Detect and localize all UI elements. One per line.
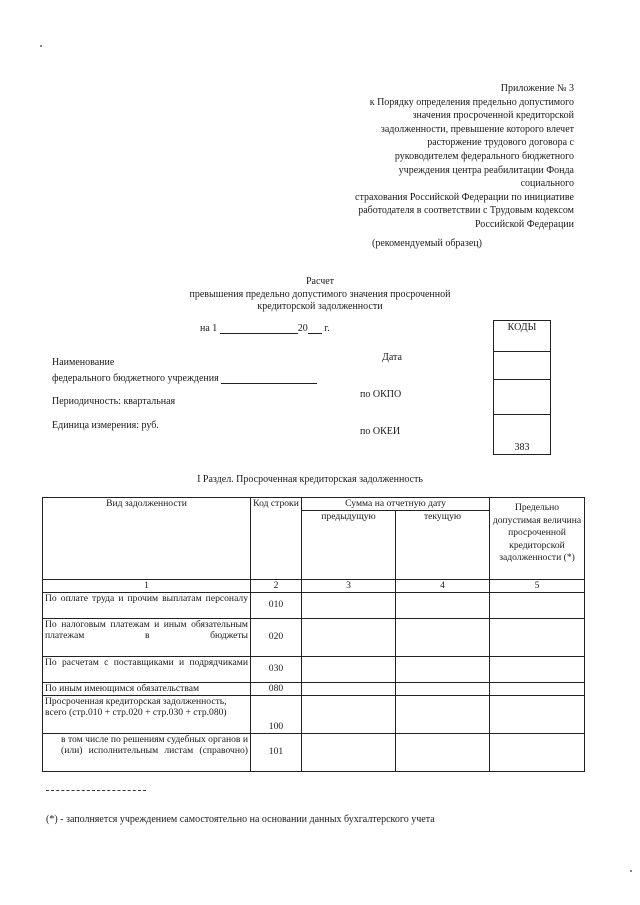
header-debt-type: Вид задолженности	[43, 498, 251, 580]
debt-table	[42, 497, 585, 772]
codes-box	[493, 320, 551, 455]
col-number: 1	[43, 580, 251, 593]
date-suffix: г.	[324, 323, 330, 334]
date-label: Дата	[382, 352, 402, 363]
recommended-sample: (рекомендуемый образец)	[372, 238, 482, 249]
col-number: 4	[396, 580, 490, 593]
date-prefix: на 1	[200, 323, 218, 334]
header-current: текущую	[396, 511, 490, 580]
table-row	[43, 733, 585, 771]
title-line-1: Расчет	[305, 276, 335, 287]
cell-previous[interactable]	[302, 682, 396, 695]
institution-name-blank[interactable]	[221, 372, 317, 384]
table-row	[43, 592, 585, 618]
cell-limit[interactable]	[490, 656, 585, 682]
cell-previous[interactable]	[302, 592, 396, 618]
column-number-row	[43, 580, 585, 593]
row-name: По иным имеющимся обязательствам	[43, 682, 251, 695]
appendix-line: работодателя в соответствии с Трудовым кодексом	[358, 205, 574, 217]
institution-label-text: федерального бюджетного учреждения	[52, 373, 219, 384]
cell-previous[interactable]	[302, 733, 396, 771]
code-okei-cell[interactable]	[494, 415, 550, 453]
periodicity-label: Периодичность: квартальная	[52, 396, 176, 407]
row-name: Просроченная кредиторская задолженность, всего (стр.010 + стр.020 + стр.030 + стр.080)	[43, 695, 251, 733]
col-number: 3	[302, 580, 396, 593]
cell-current[interactable]	[396, 733, 490, 771]
row-code: 020	[251, 618, 302, 656]
year-blank[interactable]	[308, 322, 322, 334]
code-date-cell[interactable]	[494, 352, 550, 380]
codes-header: КОДЫ	[494, 321, 550, 352]
cell-current[interactable]	[396, 592, 490, 618]
header-line-code: Код строки	[251, 498, 302, 580]
section-title: I Раздел. Просроченная кредиторская задолженность	[197, 474, 423, 485]
cell-limit[interactable]	[490, 618, 585, 656]
header-sum: Сумма на отчетную дату	[302, 498, 490, 511]
appendix-line: страхования Российской Федерации по инициативе	[355, 191, 574, 203]
cell-limit[interactable]	[490, 592, 585, 618]
appendix-block	[274, 82, 574, 232]
okpo-label: по ОКПО	[360, 389, 402, 400]
appendix-line: расторжение трудового договора с	[427, 137, 574, 149]
title-line-2: превышения предельно допустимого значения просроченной	[189, 288, 451, 300]
row-name: По расчетам с поставщиками и подрядчиками	[43, 656, 251, 682]
page-title	[150, 276, 490, 314]
row-name: По налоговым платежам и иным обязательным платежам в бюджеты	[43, 618, 251, 656]
header-limit: Предельно допустимая величина просроченной кредиторской задолженности (*)	[490, 498, 585, 580]
appendix-line: значения просроченной кредиторской	[412, 110, 574, 122]
report-date-line	[200, 322, 330, 334]
name-label: Наименование	[52, 357, 115, 368]
row-code: 100	[251, 695, 302, 733]
appendix-line: учреждения центра реабилитации Фонда	[398, 164, 574, 176]
scan-speck	[630, 870, 632, 872]
table-header-row	[43, 498, 585, 511]
cell-previous[interactable]	[302, 695, 396, 733]
cell-limit[interactable]	[490, 682, 585, 695]
okei-code: 383	[514, 442, 530, 453]
title-line-3: кредиторской задолженности	[257, 301, 383, 312]
okei-label: по ОКЕИ	[360, 426, 401, 437]
row-name: в том числе по решениям судебных органов и (или) исполнительным листам (справочно)	[43, 733, 251, 771]
appendix-line: социального	[520, 178, 574, 190]
row-code: 080	[251, 682, 302, 695]
appendix-line: задолженности, превышение которого влечет	[380, 123, 574, 135]
cell-current[interactable]	[396, 682, 490, 695]
cell-current[interactable]	[396, 618, 490, 656]
cell-previous[interactable]	[302, 618, 396, 656]
col-number: 5	[490, 580, 585, 593]
scan-speck	[40, 45, 42, 47]
institution-label	[52, 372, 317, 384]
table-row	[43, 682, 585, 695]
table-row	[43, 656, 585, 682]
footnote: (*) - заполняется учреждением самостоятельно на основании данных бухгалтерского учета	[46, 814, 435, 825]
col-number: 2	[251, 580, 302, 593]
row-code: 101	[251, 733, 302, 771]
appendix-line: к Порядку определения предельно допустимого	[369, 96, 574, 108]
cell-limit[interactable]	[490, 733, 585, 771]
cell-previous[interactable]	[302, 656, 396, 682]
table-row	[43, 695, 585, 733]
header-previous: предыдущую	[302, 511, 396, 580]
cell-current[interactable]	[396, 695, 490, 733]
cell-current[interactable]	[396, 656, 490, 682]
appendix-line: Приложение № 3	[500, 83, 574, 94]
appendix-line: руководителем федерального бюджетного	[394, 150, 574, 162]
code-okpo-cell[interactable]	[494, 380, 550, 415]
row-code: 030	[251, 656, 302, 682]
date-blank[interactable]	[220, 322, 298, 334]
unit-label: Единица измерения: руб.	[52, 420, 159, 431]
table-row	[43, 618, 585, 656]
cell-limit[interactable]	[490, 695, 585, 733]
row-code: 010	[251, 592, 302, 618]
year-prefix: 20	[297, 323, 308, 334]
appendix-line: Российской Федерации	[474, 218, 574, 230]
row-name: По оплате труда и прочим выплатам персоналу	[43, 592, 251, 618]
footnote-separator	[46, 790, 146, 791]
